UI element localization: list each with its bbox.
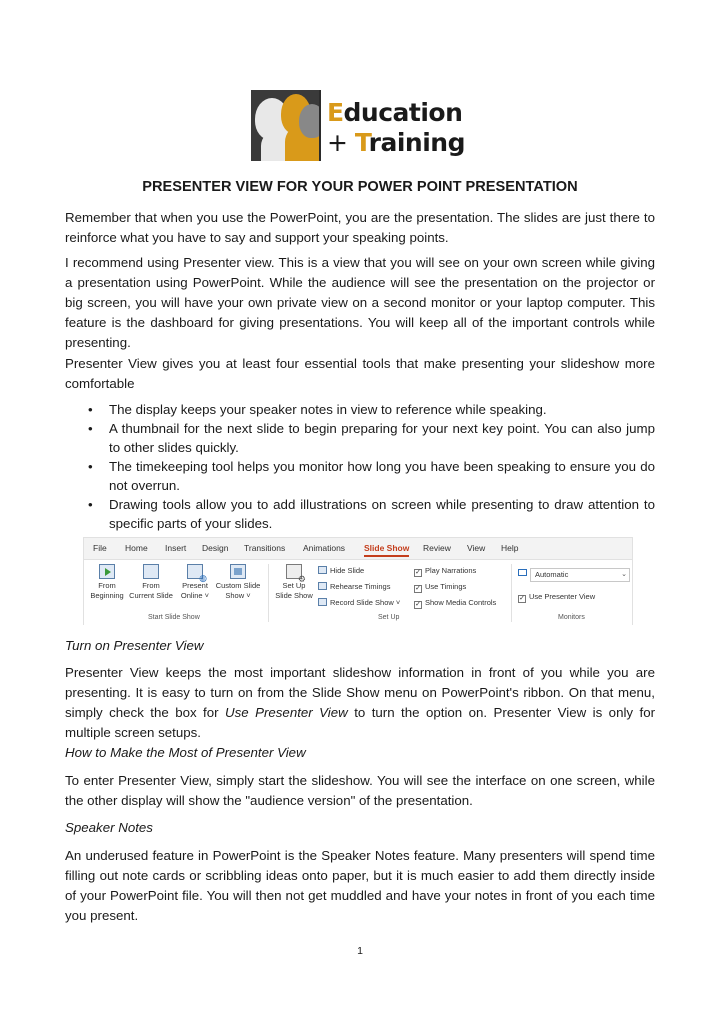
- paragraph-make-the-most: To enter Presenter View, simply start the slideshow. You will see the interface on one screen, while the other display will show the "audience version" of the presentation.: [65, 773, 655, 808]
- page-number: 1: [357, 945, 363, 957]
- hide-slide-icon: [318, 566, 327, 574]
- bullet-icon: •: [88, 402, 93, 417]
- play-narrations-checkbox[interactable]: [414, 566, 476, 577]
- set-up-slide-show-button[interactable]: [272, 564, 316, 601]
- button-label: Present: [182, 581, 208, 590]
- tab-slide-show[interactable]: [364, 543, 409, 553]
- button-label: Slide Show: [275, 591, 313, 600]
- chevron-down-icon: ⌄: [621, 571, 627, 578]
- bullet-text: A thumbnail for the next slide to begin preparing for your next key point. You can also jump to other slides quickly.: [109, 421, 655, 455]
- powerpoint-ribbon-screenshot: [83, 537, 633, 625]
- paragraph-speaker-notes: An underused feature in PowerPoint is the Speaker Notes feature. Many presenters will spend time filling out note cards or scribbling ideas onto paper, but it is much easier to add them directly inside of your PowerPoint file. You will then not get muddled and have your notes in front of you each time you present.: [65, 848, 655, 923]
- from-beginning-button[interactable]: [88, 564, 126, 601]
- logo-line-education: [327, 98, 465, 128]
- tab-file[interactable]: File: [93, 543, 107, 553]
- item-label: Play Narrations: [425, 566, 477, 575]
- button-label: Show ˅: [225, 591, 251, 600]
- bullet-text: The display keeps your speaker notes in view to reference while speaking.: [109, 402, 547, 417]
- heading-speaker-notes: Speaker Notes: [65, 820, 153, 835]
- tab-design[interactable]: Design: [202, 543, 229, 553]
- list-item: [88, 419, 655, 457]
- logo-letter-t: T: [354, 127, 369, 157]
- button-label: Set Up: [282, 581, 306, 590]
- bullet-text: The timekeeping tool helps you monitor how long you have been speaking to ensure you do not overrun.: [109, 459, 655, 493]
- custom-slide-show-icon: [230, 564, 246, 579]
- list-item: [88, 457, 655, 495]
- checkbox-checked-icon: ✓: [415, 569, 421, 576]
- record-icon: [318, 598, 327, 606]
- education-training-logo: [251, 90, 469, 161]
- current-slide-icon: [143, 564, 159, 579]
- text-run: to turn the option on. Presenter View is only for multiple screen setups.: [65, 705, 656, 740]
- monitor-select[interactable]: [530, 568, 630, 582]
- ribbon-tab-bar: [84, 538, 632, 559]
- checkbox-checked-icon: ✓: [415, 585, 421, 592]
- ribbon-groups: [84, 559, 632, 625]
- tab-transitions[interactable]: Transitions: [244, 543, 286, 553]
- item-label: Rehearse Timings: [330, 582, 391, 591]
- logo-faces-graphic: [251, 90, 319, 161]
- tools-bullet-list: [88, 400, 655, 533]
- group-divider: [511, 564, 512, 622]
- button-label: Current Slide: [129, 591, 173, 600]
- tab-help[interactable]: Help: [501, 543, 519, 553]
- rehearse-timings-icon: [318, 582, 327, 590]
- logo-word-raining: raining: [368, 127, 465, 157]
- paragraph-intro: Remember that when you use the PowerPoint, you are the presentation. The slides are just there to reinforce what you have to say and support your speaking points.: [65, 210, 655, 245]
- item-label: Use Presenter View: [529, 592, 596, 601]
- paragraph-turn-on: [65, 663, 655, 743]
- item-label: Show Media Controls: [425, 598, 497, 607]
- bullet-icon: •: [88, 421, 93, 436]
- rehearse-timings-button[interactable]: [318, 582, 390, 592]
- show-media-controls-checkbox[interactable]: [414, 598, 496, 609]
- tab-insert[interactable]: Insert: [165, 543, 187, 553]
- active-tab-underline: [364, 555, 409, 557]
- use-timings-checkbox[interactable]: [414, 582, 466, 593]
- item-label: Hide Slide: [330, 566, 365, 575]
- use-presenter-view-checkbox[interactable]: [518, 592, 595, 603]
- monitor-icon: [518, 569, 527, 576]
- tab-view[interactable]: View: [467, 543, 486, 553]
- item-label: Record Slide Show ˅: [330, 598, 401, 607]
- checkbox-checked-icon: ✓: [519, 595, 525, 602]
- button-label: Custom Slide: [215, 581, 261, 590]
- text-run-italic: Use Presenter View: [225, 705, 348, 720]
- logo-line-training: [327, 128, 465, 158]
- group-label-monitors: Monitors: [558, 614, 585, 621]
- set-up-show-icon: [286, 564, 302, 579]
- button-label: Online ˅: [180, 591, 210, 600]
- button-label: From: [142, 581, 160, 590]
- button-label: From: [98, 581, 116, 590]
- record-slide-show-button[interactable]: [318, 598, 400, 608]
- bullet-text: Drawing tools allow you to add illustrations on screen while presenting to draw attention to specific parts of your slides.: [109, 497, 655, 531]
- tab-home[interactable]: Home: [125, 543, 148, 553]
- button-label: Beginning: [90, 591, 124, 600]
- text-run: Presenter View keeps the most important slideshow information in front of you while you are presenting. It is easy to turn on from the Slide Show menu on PowerPoint's ribbon. On that menu, simply check the box for: [65, 665, 655, 720]
- play-slide-icon: [99, 564, 115, 579]
- group-label-start-slide-show: Start Slide Show: [148, 614, 200, 621]
- tab-slide-show-label: Slide Show: [364, 543, 410, 553]
- present-online-button[interactable]: [177, 564, 213, 601]
- logo-letter-e: E: [326, 97, 344, 127]
- custom-slide-show-button[interactable]: [214, 564, 262, 601]
- present-online-icon: [187, 564, 203, 579]
- tab-review[interactable]: Review: [423, 543, 451, 553]
- heading-make-the-most: How to Make the Most of Presenter View: [65, 745, 306, 760]
- bullet-icon: •: [88, 459, 93, 474]
- heading-turn-on-presenter-view: Turn on Presenter View: [65, 638, 204, 653]
- paragraph-recommend: I recommend using Presenter view. This is a view that you will see on your own screen while giving a presentation using PowerPoint. While the audience will see the presentation on the projector or big screen, you will have your own private view on a second monitor or your laptop computer. This feature is the dashboard for giving presentations. You will keep all of the important controls while presenting.: [65, 255, 655, 350]
- logo-word-ducation: ducation: [343, 97, 463, 127]
- paragraph-tools: Presenter View gives you at least four essential tools that make presenting your slideshow more comfortable: [65, 356, 655, 391]
- group-label-set-up: Set Up: [378, 614, 400, 621]
- bullet-icon: •: [88, 497, 93, 512]
- tab-animations[interactable]: Animations: [303, 543, 346, 553]
- from-current-slide-button[interactable]: [128, 564, 174, 601]
- list-item: [88, 495, 655, 533]
- monitor-select-value: Automatic: [535, 570, 569, 579]
- hide-slide-button[interactable]: [318, 566, 364, 576]
- logo-plus: +: [326, 127, 355, 157]
- logo-face-shape: [299, 104, 319, 138]
- logo-wordmark: [321, 90, 469, 161]
- document-title: PRESENTER VIEW FOR YOUR POWER POINT PRESENTATION: [142, 179, 578, 195]
- checkbox-checked-icon: ✓: [415, 601, 421, 608]
- list-item: [88, 400, 655, 419]
- item-label: Use Timings: [425, 582, 467, 591]
- group-divider: [268, 564, 269, 622]
